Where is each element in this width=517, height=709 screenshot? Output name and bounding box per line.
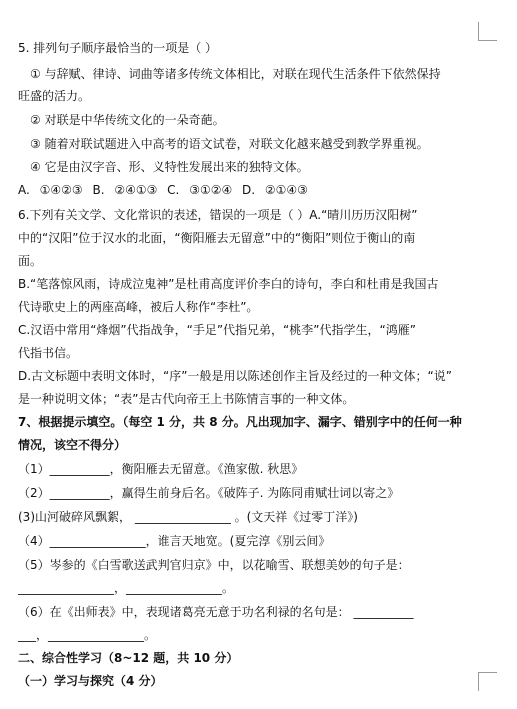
- q7-item-6: （6）在《出师表》中，表现诸葛亮无意于功名利禄的名句是： __________: [18, 605, 414, 619]
- q6-line-2: 中的“汉阳”位于汉水的北面，“衡阳雁去无留意”中的“衡阳”则位于衡山的南: [18, 231, 416, 245]
- q6-option-b-cont: 代诗歌史上的两座高峰，被后人称作“李杜”。: [18, 300, 259, 314]
- q5-sentence-4: ④ 它是由汉字音、形、义特性发展出来的独特文体。: [30, 160, 309, 174]
- q6-option-c-cont: 代指书信。: [18, 346, 79, 360]
- q7-heading-cont: 情况，该空不得分）: [18, 438, 127, 452]
- q5-options: A. ①④②③ B. ②④①③ C. ③①②④ D. ②①④③: [18, 183, 308, 197]
- q6-option-d-cont: 是一种说明文体；“表”是古代向帝王上书陈情言事的一种文体。: [18, 392, 355, 406]
- q5-sentence-1: ① 与辞赋、律诗、词曲等诸多传统文体相比，对联在现代生活条件下依然保持: [30, 67, 441, 81]
- q6-option-b: B.“笔落惊风雨，诗成泣鬼神”是杜甫高度评价李白的诗句，李白和杜甫是我国古: [18, 277, 439, 291]
- section-2-subheading: （一）学习与探究（4 分）: [18, 674, 163, 688]
- q7-item-2: （2）__________，赢得生前身后名。《破阵子. 为陈同甫赋壮词以寄之》: [18, 486, 400, 500]
- q5-sentence-2: ② 对联是中华传统文化的一朵奇葩。: [30, 113, 225, 127]
- q6-option-c: C.汉语中常用“烽烟”代指战争，“手足”代指兄弟，“桃李”代指学生，“鸿雁”: [18, 323, 416, 337]
- q5-stem: 5. 排列句子顺序最恰当的一项是（ ）: [18, 41, 218, 55]
- section-2-heading: 二、综合性学习（8~12 题，共 10 分）: [18, 651, 239, 665]
- q7-item-1: （1）__________，衡阳雁去无留意。《渔家傲. 秋思》: [18, 462, 304, 476]
- q5-sentence-1-cont: 旺盛的活力。: [18, 89, 91, 103]
- q7-item-6-blanks: ___，________________。: [18, 628, 157, 642]
- q7-item-5-blanks: ________________，________________。: [18, 581, 235, 595]
- q6-option-d: D.古文标题中表明文体时，“序”一般是用以陈述创作主旨及经过的一种文体；“说”: [18, 369, 452, 383]
- q5-sentence-3: ③ 随着对联试题进入中高考的语文试卷，对联文化越来越受到教学界重视。: [30, 137, 429, 151]
- q7-item-4: （4）________________，谁言天地宽。(夏完淳《别云间》: [18, 534, 331, 548]
- q7-item-5: （5）岑参的《白雪歌送武判官归京》中，以花喻雪、联想美妙的句子是：: [18, 558, 410, 572]
- q6-line-3: 面。: [18, 254, 43, 268]
- q7-heading: 7、根据提示填空。（每空 1 分，共 8 分。凡出现加字、漏字、错别字中的任何一种: [18, 415, 462, 429]
- crop-mark-top-right: [478, 22, 497, 41]
- q6-stem: 6.下列有关文学、文化常识的表述，错误的一项是（ ）A.“晴川历历汉阳树”: [18, 208, 418, 222]
- q7-item-3: (3)山河破碎风飘絮， ________________ 。(文天祥《过零丁洋》): [18, 510, 358, 524]
